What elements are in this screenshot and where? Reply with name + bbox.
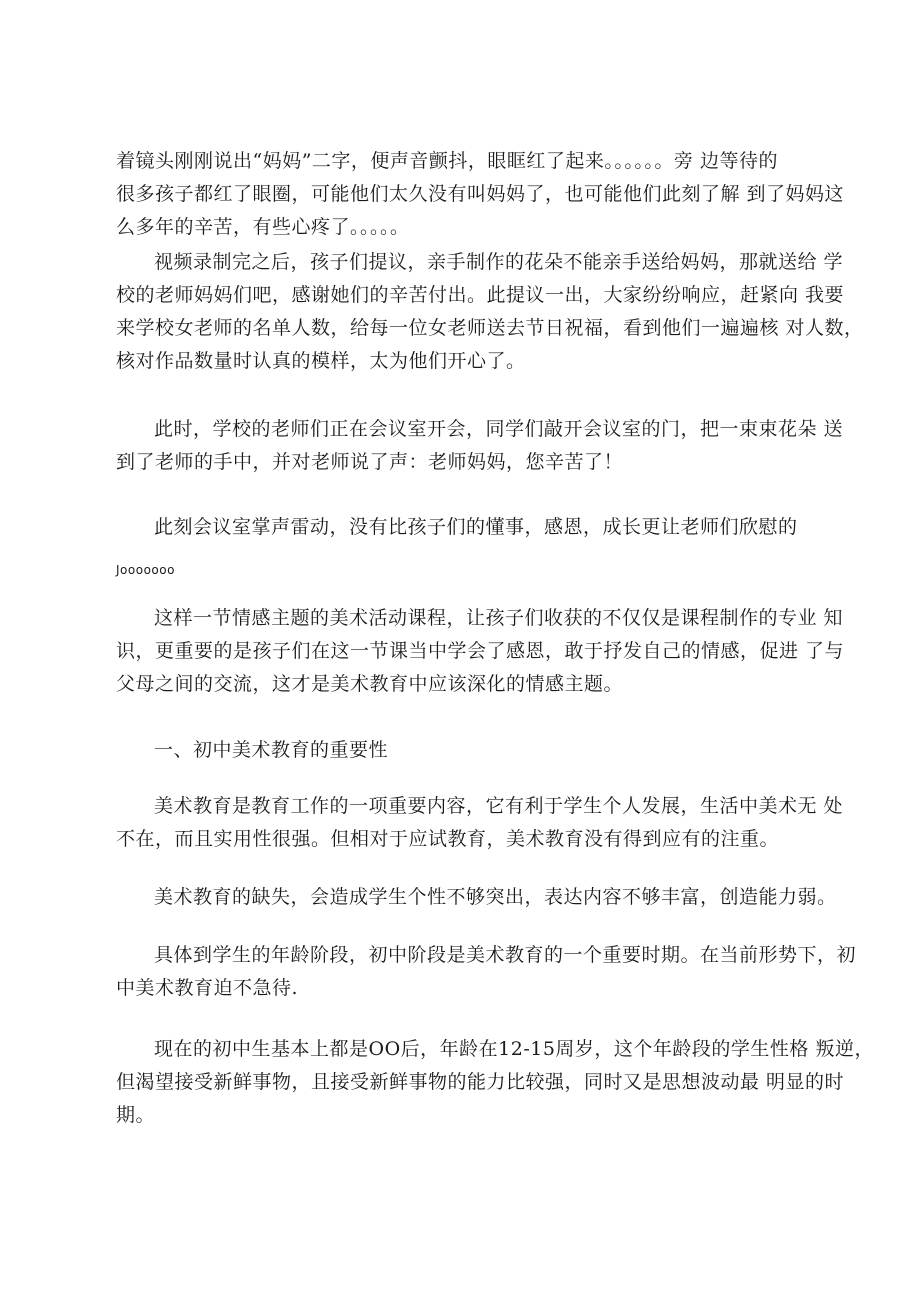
paragraph-3 bbox=[116, 413, 844, 479]
paragraph-line: 核对作品数量时认真的模样，太为他们开心了。 bbox=[116, 350, 526, 372]
paragraph-1 bbox=[116, 145, 845, 244]
paragraph-line: 具体到学生的年龄阶段，初中阶段是美术教育的一个重要时期。在当前形势下，初 bbox=[154, 944, 857, 966]
paragraph-line: 中美术教育迫不急待. bbox=[116, 977, 299, 999]
paragraph-line: 校的老师妈妈们吧，感谢她们的辛苦付出。此提议一出，大家纷纷响应，赶紧向 我要 bbox=[116, 284, 845, 306]
paragraph-4 bbox=[116, 511, 816, 544]
paragraph-line: 美术教育的缺失，会造成学生个性不够突出，表达内容不够丰富，创造能力弱。 bbox=[154, 886, 837, 908]
stray-text-line bbox=[116, 560, 816, 580]
heading-text: 一、初中美术教育的重要性 bbox=[154, 739, 389, 761]
paragraph-line: 着镜头刚刚说出“妈妈”二字，便声音颤抖，眼眶红了起来。。。。。。旁 边等待的 bbox=[116, 150, 778, 172]
paragraph-line: 识，更重要的是孩子们在这一节课当中学会了感恩，敢于抒发自己的情感，促进 了与 bbox=[116, 640, 845, 662]
paragraph-line: 很多孩子都红了眼圈，可能他们太久没有叫妈妈了，也可能他们此刻了解 到了妈妈这 bbox=[116, 183, 845, 205]
section-heading bbox=[116, 734, 816, 767]
paragraph-7 bbox=[116, 881, 837, 914]
paragraph-line: 美术教育是教育工作的一项重要内容，它有利于学生个人发展，生活中美术无 处 bbox=[154, 795, 844, 817]
paragraph-line: 期。 bbox=[116, 1104, 156, 1126]
paragraph-2 bbox=[116, 246, 864, 378]
paragraph-6 bbox=[116, 790, 844, 856]
paragraph-line: 来学校女老师的名单人数，给每一位女老师送去节日祝福，看到他们一遍遍核 对人数， bbox=[116, 317, 864, 339]
paragraph-line: 么多年的辛苦，有些心疼了。。。。。 bbox=[116, 216, 410, 238]
paragraph-line: 此时，学校的老师们正在会议室开会，同学们敲开会议室的门，把一束束花朵 送 bbox=[154, 418, 844, 440]
paragraph-line: 不在，而且实用性很强。但相对于应试教育，美术教育没有得到应有的注重。 bbox=[116, 828, 780, 850]
paragraph-line: 但渴望接受新鲜事物，且接受新鲜事物的能力比较强，同时又是思想波动最 明显的时 bbox=[116, 1071, 845, 1093]
paragraph-line: 视频录制完之后，孩子们提议，亲手制作的花朵不能亲手送给妈妈，那就送给 学 bbox=[154, 251, 844, 273]
paragraph-line: 到了老师的手中，并对老师说了声：老师妈妈，您辛苦了！ bbox=[116, 451, 624, 473]
paragraph-line: 现在的初中生基本上都是OO后，年龄在12-15周岁，这个年龄段的学生性格 叛逆， bbox=[154, 1038, 874, 1060]
paragraph-line: 这样一节情感主题的美术活动课程，让孩子们收获的不仅仅是课程制作的专业 知 bbox=[154, 607, 844, 629]
paragraph-line: 此刻会议室掌声雷动，没有比孩子们的懂事，感恩，成长更让老师们欣慰的 bbox=[154, 516, 798, 538]
paragraph-5 bbox=[116, 602, 845, 701]
paragraph-8 bbox=[116, 939, 857, 1005]
paragraph-9 bbox=[116, 1033, 874, 1132]
paragraph-line: Jooooooo bbox=[116, 563, 175, 577]
paragraph-line: 父母之间的交流，这才是美术教育中应该深化的情感主题。 bbox=[116, 673, 624, 695]
